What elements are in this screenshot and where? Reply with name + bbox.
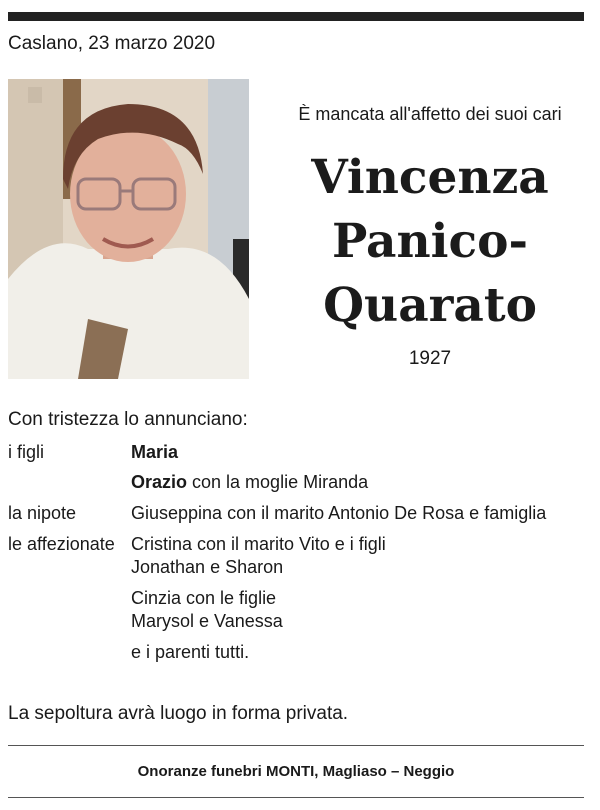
affezionata-cinzia-line2: Marysol e Vanessa: [131, 611, 283, 631]
birth-year: 1927: [408, 348, 452, 369]
affezionata-cristina-line1: Cristina con il marito Vito e i figli: [131, 534, 386, 554]
nipote-text: Giuseppina con il marito Antonio De Rosa e famiglia: [131, 503, 547, 523]
place-date: Caslano, 23 marzo 2020: [8, 33, 216, 54]
portrait-photo: [8, 79, 249, 379]
funeral-home: Onoranze funebri MONTI, Magliaso – Neggio: [137, 763, 455, 780]
affezionata-cristina-line2: Jonathan e Sharon: [131, 557, 284, 577]
figlio-orazio-name: Orazio: [131, 472, 188, 492]
parenti-tutti: e i parenti tutti.: [131, 642, 250, 662]
figlio-orazio-rest: con la moglie Miranda: [187, 472, 369, 492]
name-line-1: Vincenza: [311, 150, 549, 205]
burial-note: La sepoltura avrà luogo in forma privata.: [8, 703, 349, 724]
name-line-3: Quarato: [323, 278, 537, 333]
nipote-label: la nipote: [8, 503, 77, 523]
figlio-orazio: [131, 471, 368, 494]
announcement-heading: Con tristezza lo annunciano:: [8, 409, 248, 430]
intro-text: È mancata all'affetto dei suoi cari: [298, 104, 562, 124]
top-border-bar: [8, 12, 584, 21]
divider-top: [8, 745, 584, 746]
figli-label: i figli: [8, 442, 45, 462]
figlio-maria: Maria: [131, 442, 179, 462]
divider-bottom: [8, 797, 584, 798]
deceased-name: [265, 146, 595, 338]
affezionata-cinzia-line1: Cinzia con le figlie: [131, 588, 277, 608]
affezionate-label: le affezionate: [8, 534, 115, 554]
name-line-2: Panico-: [331, 214, 529, 269]
